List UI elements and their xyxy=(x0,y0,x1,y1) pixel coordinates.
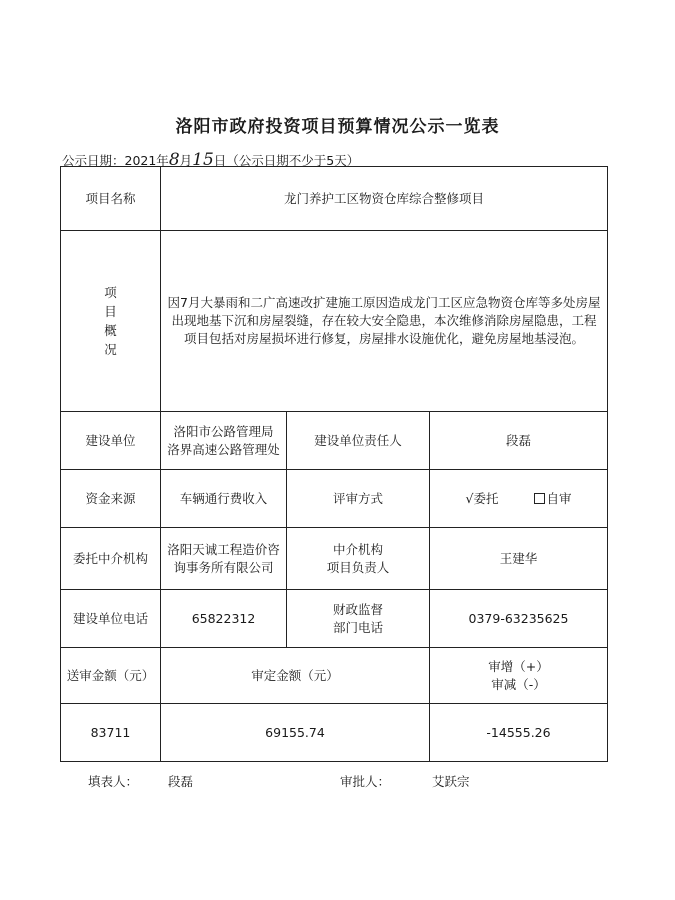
overview-label-char: 况 xyxy=(104,342,117,357)
budget-table xyxy=(60,166,608,762)
row-amount-headers xyxy=(61,648,608,704)
agency-label: 委托中介机构 xyxy=(61,528,161,590)
row-construction-unit xyxy=(61,412,608,470)
difference-header-decrease: 审减（-） xyxy=(491,676,546,692)
agency-responsible-label-line2: 项目负责人 xyxy=(326,559,390,575)
submitted-amount-value: 83711 xyxy=(61,704,161,762)
option-self-review: 自审 xyxy=(546,490,572,506)
construction-unit-value xyxy=(161,412,287,470)
construction-unit-line2: 洛界高速公路管理处 xyxy=(167,441,280,457)
overview-text: 因7月大暴雨和二广高速改扩建施工原因造成龙门工区应急物资仓库等多处房屋出现地基下沉和房屋裂缝，存在较大安全隐患，本次维修消除房屋隐患，工程项目包括对房屋损坏进行修复，房屋排水设施优化，避免房屋地基浸泡。 xyxy=(161,231,608,412)
overview-label-char: 概 xyxy=(104,323,117,338)
filler-label: 填表人： xyxy=(88,774,139,789)
date-prefix: 公示日期：2021年 xyxy=(62,153,169,168)
agency-line2: 询事务所有限公司 xyxy=(173,559,274,575)
overview-label-char: 项 xyxy=(104,285,117,300)
option-entrusted: √委托 xyxy=(465,490,499,506)
finance-phone-value: 0379-63235625 xyxy=(430,590,608,648)
project-name-value: 龙门养护工区物资仓库综合整修项目 xyxy=(161,167,608,231)
submitted-amount-header: 送审金额（元） xyxy=(61,648,161,704)
finance-phone-label xyxy=(287,590,430,648)
date-day: 15 xyxy=(192,150,214,170)
agency-line1: 洛阳天诚工程造价咨 xyxy=(167,541,280,557)
row-amount-values xyxy=(61,704,608,762)
overview-label xyxy=(61,231,161,412)
finance-phone-label-line1: 财政监督 xyxy=(332,601,383,617)
project-name-label: 项目名称 xyxy=(61,167,161,231)
date-month-suffix: 月 xyxy=(179,153,193,168)
review-method-label: 评审方式 xyxy=(287,470,430,528)
funding-source-value: 车辆通行费收入 xyxy=(161,470,287,528)
date-month: 8 xyxy=(168,150,180,170)
agency-responsible-label xyxy=(287,528,430,590)
approved-amount-value: 69155.74 xyxy=(161,704,430,762)
construction-unit-label: 建设单位 xyxy=(61,412,161,470)
responsible-person-value: 段磊 xyxy=(430,412,608,470)
construction-unit-line1: 洛阳市公路管理局 xyxy=(173,423,274,439)
page-title: 洛阳市政府投资项目预算情况公示一览表 xyxy=(175,117,500,137)
approver-label: 审批人： xyxy=(340,774,391,789)
row-overview xyxy=(61,231,608,412)
agency-value xyxy=(161,528,287,590)
review-method-options xyxy=(430,470,608,528)
filler-name: 段磊 xyxy=(168,774,194,789)
approved-amount-header: 审定金额（元） xyxy=(161,648,430,704)
funding-source-label: 资金来源 xyxy=(61,470,161,528)
row-phone xyxy=(61,590,608,648)
finance-phone-label-line2: 部门电话 xyxy=(332,619,383,635)
checkbox-icon xyxy=(534,493,545,504)
phone-label: 建设单位电话 xyxy=(61,590,161,648)
row-project-name xyxy=(61,167,608,231)
difference-header-increase: 审增（+） xyxy=(488,658,549,674)
agency-responsible-value: 王建华 xyxy=(430,528,608,590)
difference-header xyxy=(430,648,608,704)
responsible-person-label: 建设单位责任人 xyxy=(287,412,430,470)
row-agency xyxy=(61,528,608,590)
row-funding xyxy=(61,470,608,528)
overview-label-char: 目 xyxy=(104,304,117,319)
phone-value: 65822312 xyxy=(161,590,287,648)
date-day-suffix: 日（公示日期不少于5天） xyxy=(213,153,360,168)
difference-value: -14555.26 xyxy=(430,704,608,762)
agency-responsible-label-line1: 中介机构 xyxy=(332,541,383,557)
approver-name: 艾跃宗 xyxy=(432,774,470,789)
